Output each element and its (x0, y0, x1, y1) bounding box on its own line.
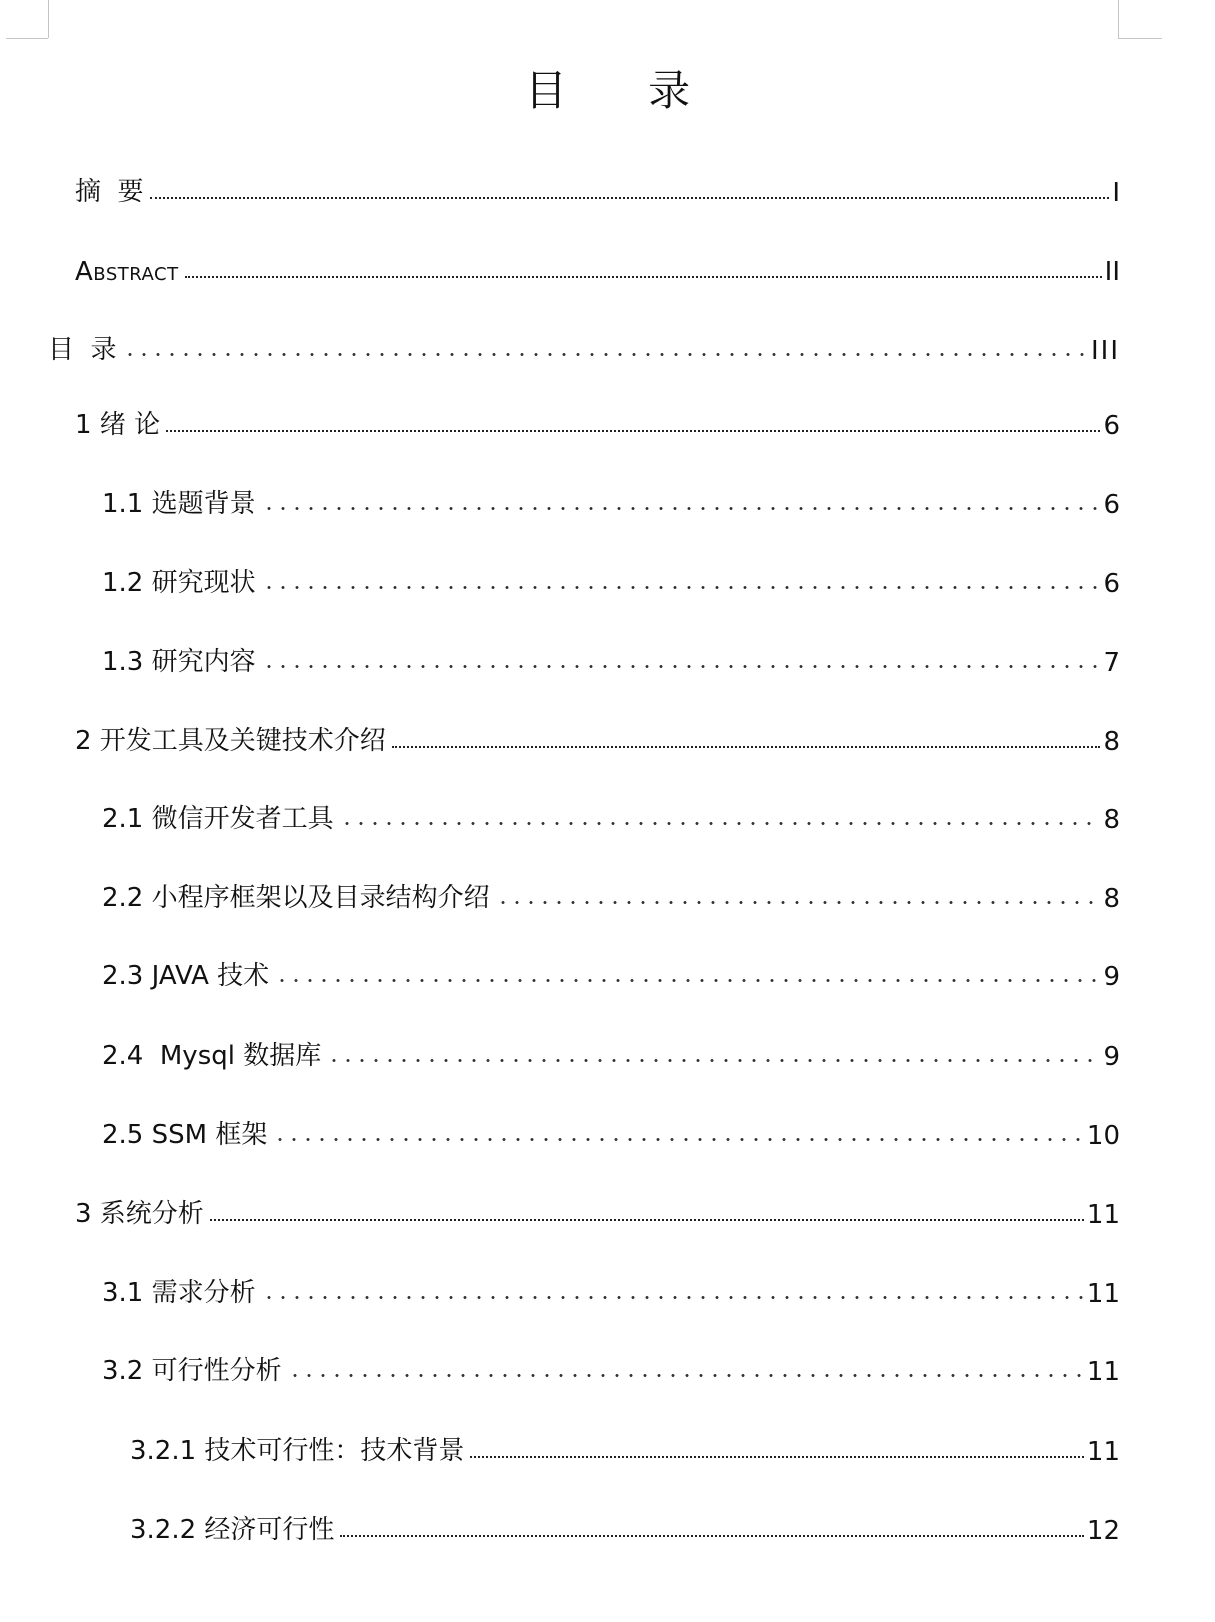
toc-entry-label: 3 系统分析 (75, 1199, 204, 1229)
toc-entry-page: II (1104, 257, 1120, 287)
toc-entry-page: III (1090, 336, 1120, 366)
toc-entry-label: 2 开发工具及关键技术介绍 (75, 726, 386, 756)
toc-entry-page: 7 (1103, 648, 1120, 678)
toc-entry-label: 1 绪 论 (75, 410, 161, 440)
toc-entry-ch1[interactable] (75, 397, 1120, 441)
toc-entry-label: 3.2 可行性分析 (102, 1356, 282, 1386)
toc-entry-2-3[interactable] (102, 948, 1120, 992)
toc-entry-3-2[interactable] (102, 1343, 1120, 1387)
toc-entry-page: 6 (1103, 490, 1120, 520)
toc-entry-2-4[interactable] (102, 1028, 1120, 1072)
toc-entry-label: 2.4 Mysql 数据库 (102, 1041, 322, 1071)
toc-leader (262, 665, 1101, 668)
toc-leader (150, 197, 1110, 199)
toc-entry-page: 8 (1103, 884, 1120, 914)
toc-leader (273, 1138, 1084, 1141)
toc-entry-label: 1.3 研究内容 (102, 647, 256, 677)
toc-leader (185, 276, 1102, 278)
toc-entry-label: 3.2.1 技术可行性：技术背景 (130, 1436, 465, 1466)
toc-leader (340, 822, 1101, 825)
toc-entry-page: 8 (1103, 805, 1120, 835)
toc-entry-abstract-cn[interactable] (75, 164, 1120, 208)
toc-leader (275, 979, 1100, 982)
toc-entry-page: 6 (1103, 569, 1120, 599)
toc-entry-label: 2.1 微信开发者工具 (102, 804, 334, 834)
toc-leader (262, 1296, 1084, 1299)
toc-entry-page: 10 (1086, 1121, 1120, 1151)
toc-entry-page: 6 (1103, 411, 1120, 441)
toc-entry-2-5[interactable] (102, 1107, 1120, 1151)
toc-entry-label: 3.2.2 经济可行性 (130, 1515, 335, 1545)
toc-entry-page: 11 (1086, 1437, 1120, 1467)
toc-entry-label: 2.5 SSM 框架 (102, 1120, 268, 1150)
toc-leader (496, 901, 1101, 904)
toc-leader (288, 1374, 1084, 1377)
crop-mark-top-right (1118, 0, 1119, 38)
crop-mark-top-right-horizontal (1118, 38, 1162, 39)
toc-entry-ch2[interactable] (75, 713, 1120, 757)
toc-entry-page: 12 (1086, 1516, 1120, 1546)
toc-entry-ch3[interactable] (75, 1186, 1120, 1230)
toc-entry-label: 1.1 选题背景 (102, 489, 256, 519)
toc-leader (262, 507, 1101, 510)
crop-mark-top-left-horizontal (6, 38, 48, 39)
crop-mark-top-left (48, 0, 49, 38)
toc-entry-page: 8 (1103, 727, 1120, 757)
toc-entry-page: I (1112, 178, 1120, 208)
toc-entry-page: 11 (1086, 1357, 1120, 1387)
toc-leader (123, 353, 1088, 356)
toc-leader (470, 1456, 1083, 1458)
toc-entry-label: Abstract (75, 257, 179, 287)
toc-entry-contents[interactable] (48, 322, 1120, 366)
toc-entry-label: 1.2 研究现状 (102, 568, 256, 598)
toc-leader (392, 746, 1101, 748)
toc-entry-label: 2.3 JAVA 技术 (102, 961, 270, 991)
toc-entry-page: 11 (1086, 1200, 1120, 1230)
toc-entry-2-2[interactable] (102, 870, 1120, 914)
toc-entry-3-2-1[interactable] (130, 1423, 1120, 1467)
toc-entry-1-1[interactable] (102, 476, 1120, 520)
toc-entry-3-1[interactable] (102, 1265, 1120, 1309)
toc-entry-abstract-en[interactable] (75, 243, 1120, 287)
toc-entry-label: 2.2 小程序框架以及目录结构介绍 (102, 883, 490, 913)
toc-entry-1-2[interactable] (102, 555, 1120, 599)
toc-entry-2-1[interactable] (102, 791, 1120, 835)
toc-leader (340, 1535, 1083, 1537)
toc-leader (210, 1219, 1084, 1221)
toc-leader (262, 586, 1101, 589)
toc-entry-label: 摘 要 (75, 177, 144, 207)
toc-entry-label: 目 录 (48, 335, 117, 365)
toc-entry-page: 9 (1103, 1042, 1120, 1072)
toc-entry-page: 9 (1103, 962, 1120, 992)
toc-leader (166, 430, 1100, 432)
toc-entry-label: 3.1 需求分析 (102, 1278, 256, 1308)
toc-leader (327, 1059, 1100, 1062)
toc-entry-1-3[interactable] (102, 634, 1120, 678)
toc-entry-3-2-2[interactable] (130, 1502, 1120, 1546)
page-title: 目 录 (524, 66, 725, 115)
toc-entry-page: 11 (1086, 1279, 1120, 1309)
